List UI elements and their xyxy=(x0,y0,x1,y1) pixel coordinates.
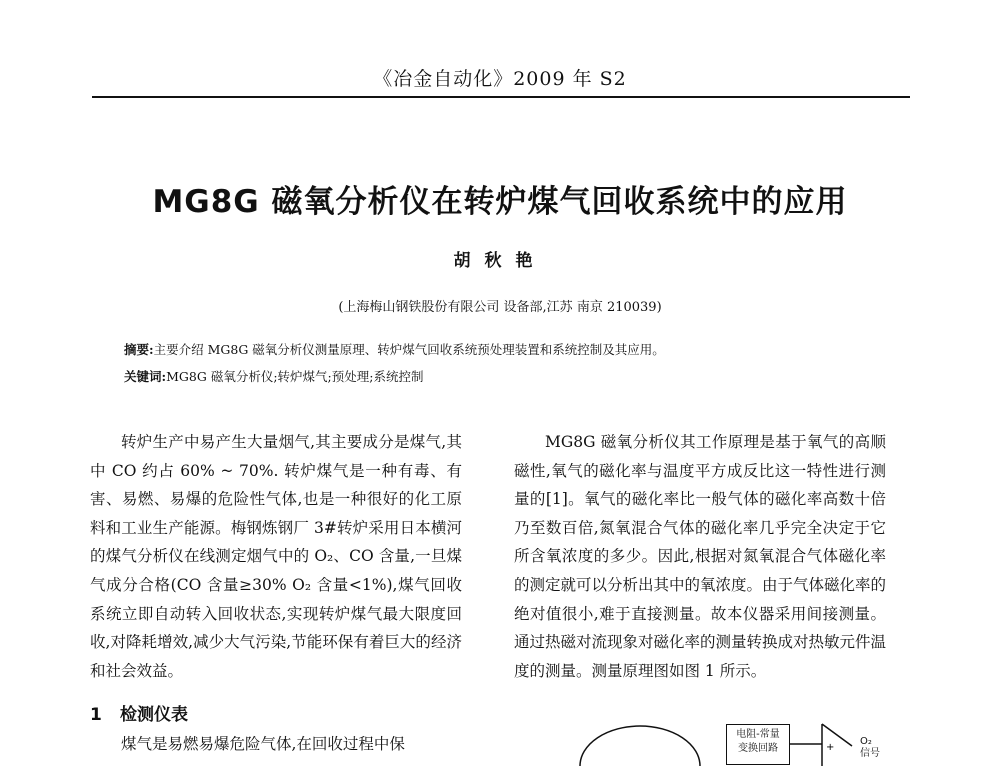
header-rule xyxy=(92,96,910,98)
keywords xyxy=(124,367,884,385)
o2-output-line2: 信号 xyxy=(860,748,880,759)
section-heading xyxy=(90,700,188,725)
left-paragraph: 转炉生产中易产生大量烟气,其主要成分是煤气,其中 CO 约占 60% ~ 70%. 转炉煤气是一种有毒、有害、易燃、易爆的危险性气体,也是一种很好的化工原料和工业生产能源。梅钢炼钢厂 3#转炉采用日本横河的煤气分析仪在线测定烟气中的 O₂、CO 含量,一旦煤气成分合格(CO 含量≥30% O₂ 含量<1%),煤气回收系统立即自动转入回收状态,实现转炉煤气最大限度回收,对降耗增效,减少大气污染,节能环保有着巨大的经济和社会效益。 xyxy=(90,433,462,680)
converter-box-line1: 电阻-常量 xyxy=(736,729,780,740)
right-column xyxy=(514,428,886,685)
sensor-ring xyxy=(580,726,700,766)
o2-output-line1: O₂ xyxy=(860,736,872,747)
author: 胡秋艳 xyxy=(453,251,547,271)
converter-box xyxy=(726,724,790,765)
figure-1 xyxy=(560,716,920,770)
affiliation: (上海梅山钢铁股份有限公司 设备部,江苏 南京 210039) xyxy=(338,300,662,315)
keywords-label: 关键词: xyxy=(124,369,167,384)
paper-title: MG8G 磁氧分析仪在转炉煤气回收系统中的应用 xyxy=(152,184,848,220)
abstract xyxy=(124,340,884,358)
abstract-label: 摘要: xyxy=(124,342,154,357)
converter-box-line2: 变换回路 xyxy=(738,743,778,754)
right-paragraph: MG8G 磁氧分析仪其工作原理是基于氧气的高顺磁性,氧气的磁化率与温度平方成反比这一特性进行测量的[1]。氧气的磁化率比一般气体的磁化率高数十倍乃至数百倍,氮氧混合气体的磁化率几乎完全决定于它所含氧浓度的多少。因此,根据对氮氧混合气体磁化率的测定就可以分析出其中的氧浓度。由于气体磁化率的绝对值很小,难于直接测量。故本仪器采用间接测量。通过热磁对流现象对磁化率的测量转换成对热敏元件温度的测量。测量原理图如图 1 所示。 xyxy=(514,433,887,680)
journal-header: 《冶金自动化》2009 年 S2 xyxy=(373,68,627,90)
amplifier-plus: + xyxy=(826,742,835,753)
section-title: 检测仪表 xyxy=(120,705,188,725)
o2-output-label xyxy=(860,736,880,760)
keywords-text: MG8G 磁氧分析仪;转炉煤气;预处理;系统控制 xyxy=(166,369,424,384)
left-column xyxy=(90,428,462,685)
abstract-text: 主要介绍 MG8G 磁氧分析仪测量原理、转炉煤气回收系统预处理装置和系统控制及其应用。 xyxy=(153,342,665,357)
left-paragraph-continued: 煤气是易燃易爆危险气体,在回收过程中保 xyxy=(121,735,405,753)
section-number: 1 xyxy=(90,705,102,725)
